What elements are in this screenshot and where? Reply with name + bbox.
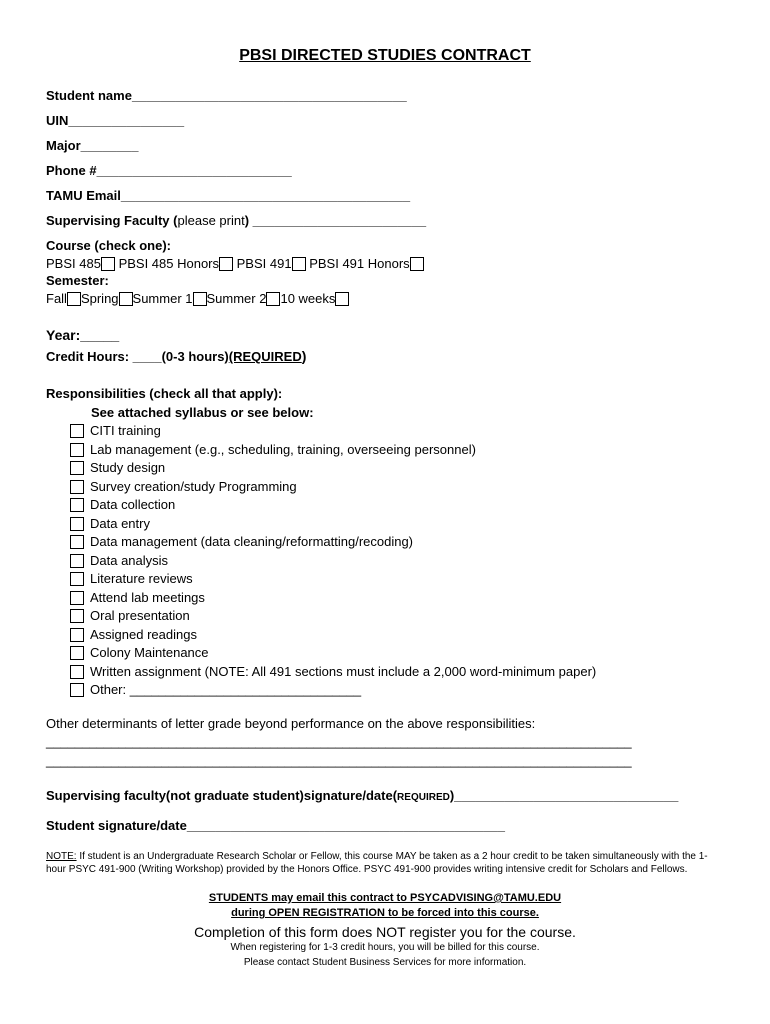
course-checkbox-485-honors[interactable] (219, 257, 233, 271)
semester-checkbox-10weeks[interactable] (335, 292, 349, 306)
credit-hours-label: Credit Hours: ____(0-3 hours) (46, 349, 229, 364)
responsibility-label: Other: ________________________________ (90, 682, 362, 697)
course-options (46, 256, 424, 271)
responsibilities-subtitle: See attached syllabus or see below: (91, 405, 314, 420)
email-instruction-1: STUDENTS may email this contract to PSYCADVISING@TAMU.EDU (208, 892, 562, 904)
responsibility-item (70, 682, 361, 697)
responsibility-label: Data entry (90, 515, 150, 531)
responsibility-checkbox[interactable] (70, 535, 84, 549)
course-option-label: PBSI 491 (236, 256, 292, 271)
semester-option-label: Fall (46, 291, 67, 306)
responsibility-checkbox[interactable] (70, 498, 84, 512)
faculty-print-note: please print (177, 213, 245, 228)
responsibility-checkbox[interactable] (70, 461, 84, 475)
semester-checkbox-summer1[interactable] (193, 292, 207, 306)
responsibility-checkbox[interactable] (70, 424, 84, 438)
responsibility-checkbox[interactable] (70, 628, 84, 642)
email-instruction-2: during OPEN REGISTRATION to be forced into this course. (231, 907, 539, 919)
email-field[interactable]: TAMU Email________________________________________ (46, 188, 411, 203)
completion-notice: Completion of this form does NOT register you for the course. (194, 924, 576, 940)
semester-option-label: Spring (80, 291, 119, 306)
billing-notice-1: When registering for 1-3 credit hours, you will be billed for this course. (230, 942, 540, 953)
credit-hours-field[interactable] (46, 348, 306, 364)
responsibility-checkbox[interactable] (70, 683, 84, 697)
responsibility-checkbox[interactable] (70, 554, 84, 568)
course-option-label: PBSI 485 Honors (118, 256, 220, 271)
responsibility-item (70, 442, 476, 457)
responsibility-label: CITI training (90, 423, 161, 438)
semester-option-label: 10 weeks (280, 291, 336, 306)
responsibility-label: Colony Maintenance (90, 645, 209, 660)
semester-checkbox-spring[interactable] (119, 292, 133, 306)
faculty-signature-label: Supervising faculty(not graduate student)signature/date( (46, 788, 398, 803)
semester-option-label: Summer 1 (132, 291, 193, 306)
responsibilities-label: Responsibilities (check all that apply): (46, 386, 283, 401)
responsibility-item (70, 590, 205, 605)
semester-option-label: Summer 2 (206, 291, 267, 306)
responsibility-label: Attend lab meetings (90, 589, 205, 605)
uin-field[interactable]: UIN________________ (46, 113, 185, 128)
responsibility-label: Literature reviews (90, 571, 193, 586)
responsibility-label: Data management (data cleaning/reformatting/recoding) (90, 534, 414, 549)
responsibility-label: Oral presentation (90, 608, 190, 623)
course-checkbox-491-honors[interactable] (410, 257, 424, 271)
responsibility-checkbox[interactable] (70, 591, 84, 605)
supervising-faculty-field[interactable] (46, 213, 426, 228)
faculty-signature-blank: )_______________________________ (449, 788, 679, 803)
semester-checkbox-fall[interactable] (67, 292, 81, 306)
major-field[interactable]: Major________ (46, 138, 139, 153)
course-option-label: PBSI 491 Honors (309, 256, 410, 271)
page-title: PBSI DIRECTED STUDIES CONTRACT (239, 47, 531, 64)
responsibility-item (70, 479, 297, 494)
responsibility-item (70, 553, 168, 568)
course-checkbox-491[interactable] (292, 257, 306, 271)
note-text: If student is an Undergraduate Research Scholar or Fellow, this course MAY be taken as a 2 hour credit to be taken simultaneously with the 1-hour PSYC 491-900 (Writing Workshop) provided by the Honors Office. PSYC 491-900 provides writing intensive credit for Scholars and Fellows. (46, 851, 708, 875)
responsibility-label: Study design (90, 460, 166, 475)
responsibility-label: Lab management (e.g., scheduling, training, overseeing personnel) (90, 441, 476, 457)
faculty-signature-required: REQUIRED (397, 792, 450, 803)
responsibility-checkbox[interactable] (70, 609, 84, 623)
student-signature-field[interactable]: Student signature/date____________________________________________ (46, 818, 505, 833)
responsibility-checkbox[interactable] (70, 480, 84, 494)
responsibility-item (70, 534, 413, 549)
phone-field[interactable]: Phone #___________________________ (46, 163, 292, 178)
faculty-label: Supervising Faculty ( (46, 213, 178, 228)
year-field[interactable]: Year:_____ (46, 327, 120, 343)
responsibility-label: Written assignment (NOTE: All 491 sections must include a 2,000 word-minimum paper) (90, 663, 597, 679)
responsibility-item (70, 423, 161, 438)
responsibility-label: Data analysis (90, 552, 169, 568)
responsibility-item (70, 460, 165, 475)
credit-required-note: (REQUIRED (228, 349, 302, 364)
student-name-field[interactable]: Student name______________________________________ (46, 88, 407, 103)
responsibility-checkbox[interactable] (70, 572, 84, 586)
responsibility-item (70, 664, 596, 679)
credit-close: ) (301, 348, 307, 364)
determinants-line-1[interactable]: _________________________________________________________________________________ (46, 734, 632, 749)
responsibility-label: Assigned readings (90, 626, 197, 642)
responsibility-checkbox[interactable] (70, 665, 84, 679)
responsibility-checkbox[interactable] (70, 443, 84, 457)
responsibility-item (70, 497, 175, 512)
other-determinants-label: Other determinants of letter grade beyond performance on the above responsibilities: (46, 716, 536, 731)
responsibility-item (70, 645, 209, 660)
responsibility-item (70, 516, 150, 531)
faculty-signature-field[interactable] (46, 788, 678, 803)
course-checkbox-485[interactable] (101, 257, 115, 271)
course-option-label: PBSI 485 (46, 256, 101, 271)
course-label: Course (check one): (46, 238, 171, 253)
responsibility-label: Data collection (90, 497, 176, 512)
responsibility-item (70, 571, 193, 586)
determinants-line-2[interactable]: _________________________________________________________________________________ (46, 753, 632, 768)
semester-label: Semester: (46, 273, 109, 288)
responsibility-item (70, 608, 190, 623)
responsibility-item (70, 627, 197, 642)
faculty-blank: ) ________________________ (244, 213, 427, 228)
note-paragraph (46, 850, 726, 876)
billing-notice-2: Please contact Student Business Services for more information. (243, 957, 527, 968)
responsibility-checkbox[interactable] (70, 646, 84, 660)
semester-checkbox-summer2[interactable] (266, 292, 280, 306)
responsibility-checkbox[interactable] (70, 517, 84, 531)
semester-options (46, 291, 349, 306)
note-prefix: NOTE: (46, 851, 77, 862)
responsibility-label: Survey creation/study Programming (90, 478, 297, 494)
